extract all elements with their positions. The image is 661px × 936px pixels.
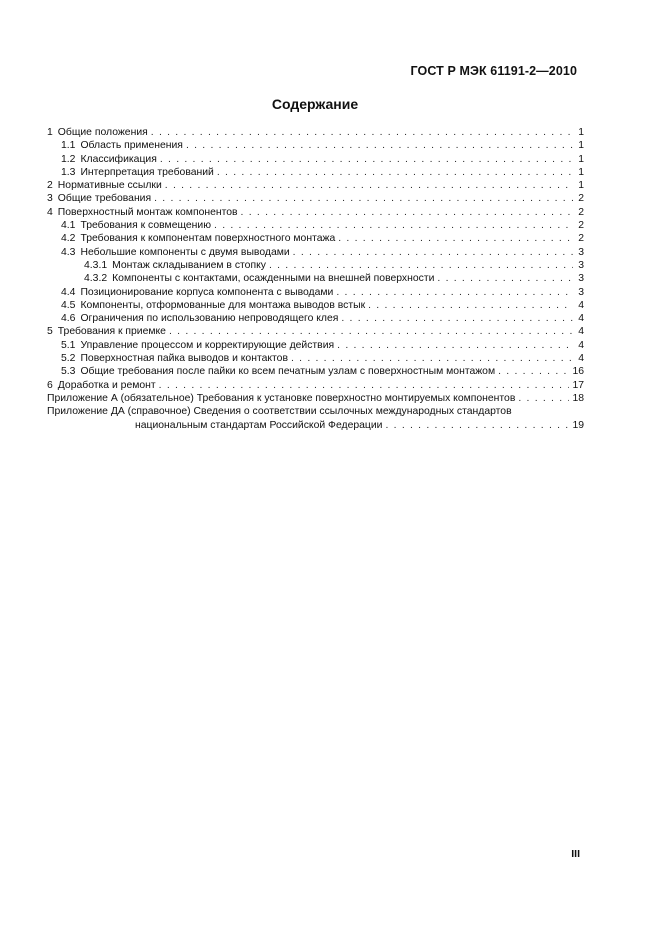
toc-entry[interactable] [47, 206, 584, 219]
toc-appendix-da-page: 19 [572, 419, 584, 431]
toc-entry-page: 3 [578, 246, 584, 258]
toc-entry-page: 4 [578, 353, 584, 365]
toc-entry-label: Управление процессом и корректирующие действия [80, 339, 335, 351]
toc-entry-label: Требования к совмещению [80, 220, 212, 232]
toc-entry-label: Монтаж складыванием в стопку [112, 259, 266, 271]
toc-entry-label: Область применения [80, 140, 183, 152]
toc-entry[interactable] [47, 299, 584, 312]
toc-entry-label: Небольшие компоненты с двумя выводами [80, 246, 290, 258]
toc-entry-number: 5.1 [61, 339, 76, 351]
toc-leader [217, 166, 573, 179]
toc-leader [385, 419, 569, 432]
toc-entry-number: 4.6 [61, 313, 76, 325]
table-of-contents [47, 126, 584, 432]
toc-entry-number: 1.3 [61, 166, 76, 178]
toc-entry-label: Интерпретация требований [80, 166, 214, 178]
toc-entry-page: 3 [578, 273, 584, 285]
toc-leader [368, 299, 573, 312]
toc-entry-number: 2 [47, 180, 53, 192]
toc-entry-page: 1 [578, 166, 584, 178]
toc-entry[interactable] [47, 272, 584, 285]
toc-entry-page: 3 [578, 259, 584, 271]
toc-entry-number: 4.1 [61, 220, 76, 232]
toc-leader [337, 339, 573, 352]
toc-entry[interactable] [47, 139, 584, 152]
toc-entry-number: 1 [47, 127, 53, 138]
toc-leader [160, 153, 573, 166]
toc-entry[interactable] [47, 286, 584, 299]
toc-leader [165, 179, 573, 192]
toc-entry-page: 2 [578, 220, 584, 232]
toc-entry-label: Позиционирование корпуса компонента с выводами [80, 286, 334, 298]
toc-entry-number: 4.3 [61, 246, 76, 258]
toc-entry[interactable] [47, 365, 584, 378]
toc-entry[interactable] [47, 166, 584, 179]
toc-appendix-da-label-2: национальным стандартам Российской Федерации [135, 419, 383, 431]
toc-entry[interactable] [47, 192, 584, 205]
toc-entry[interactable] [47, 246, 584, 259]
toc-entry-number: 3 [47, 193, 53, 205]
toc-entry-number: 4.3.1 [84, 259, 108, 271]
toc-entry-label: Компоненты, отформованные для монтажа выводов встык [80, 299, 366, 311]
toc-entry-number: 5 [47, 326, 53, 338]
toc-leader [293, 246, 573, 259]
document-code: ГОСТ Р МЭК 61191-2—2010 [410, 64, 577, 78]
toc-entry-label: Доработка и ремонт [57, 379, 156, 391]
toc-entry[interactable] [47, 126, 584, 139]
toc-entry-number: 4 [47, 206, 53, 218]
toc-entry-label: Поверхностный монтаж компонентов [57, 206, 238, 218]
toc-appendix-da-line1[interactable] [47, 405, 584, 418]
toc-entry-page: 4 [578, 339, 584, 351]
toc-entry-page: 1 [578, 140, 584, 152]
toc-entry-page: 4 [578, 326, 584, 338]
toc-entry-number: 4.5 [61, 299, 76, 311]
toc-entry-number: 4.4 [61, 286, 76, 298]
toc-entry[interactable] [47, 312, 584, 325]
toc-entry[interactable] [47, 259, 584, 272]
toc-leader [241, 206, 573, 219]
toc-entry[interactable] [47, 339, 584, 352]
toc-entry-page: 17 [572, 379, 584, 391]
toc-leader [159, 379, 570, 392]
toc-entry-label: Требования к компонентам поверхностного монтажа [80, 233, 336, 245]
toc-appendix-da[interactable] [47, 419, 584, 432]
toc-entry-page: 1 [578, 180, 584, 192]
toc-appendix-a[interactable] [47, 392, 584, 405]
toc-entry-number: 1.1 [61, 140, 76, 152]
toc-entry-page: 2 [578, 206, 584, 218]
toc-entry-label: Общие требования [57, 193, 152, 205]
toc-entry[interactable] [47, 179, 584, 192]
toc-leader [338, 232, 573, 245]
toc-leader [151, 126, 573, 139]
toc-leader [214, 219, 573, 232]
toc-leader [518, 392, 569, 405]
toc-appendix-a-label: Приложение А (обязательное) Требования к установке поверхностно монтируемых компонентов [47, 392, 516, 404]
toc-entry[interactable] [47, 325, 584, 338]
toc-entry-page: 4 [578, 313, 584, 325]
toc-entry-label: Классификация [80, 153, 157, 165]
page-number-roman: III [571, 848, 580, 860]
toc-entry-label: Компоненты с контактами, осажденными на внешней поверхности [112, 273, 435, 285]
toc-entry[interactable] [47, 352, 584, 365]
toc-entry-number: 5.2 [61, 353, 76, 365]
page-title: Содержание [271, 96, 359, 112]
toc-entry-label: Ограничения по использованию непроводящего клея [80, 313, 339, 325]
toc-entry-label: Нормативные ссылки [57, 180, 162, 192]
toc-leader [169, 325, 573, 338]
toc-entry[interactable] [47, 219, 584, 232]
toc-entry-page: 2 [578, 233, 584, 245]
toc-entry-number: 4.3.2 [84, 273, 108, 285]
toc-leader [498, 365, 569, 378]
toc-entry-label: Требования к приемке [57, 326, 166, 338]
toc-entry-label: Общие положения [57, 127, 148, 138]
toc-entries [47, 126, 584, 392]
toc-appendix-da-label-1: Приложение ДА (справочное) Сведения о соответствии ссылочных международных стандартов [47, 406, 512, 418]
toc-entry-number: 6 [47, 379, 53, 391]
toc-entry-number: 1.2 [61, 153, 76, 165]
toc-entry[interactable] [47, 379, 584, 392]
toc-entry-page: 1 [578, 153, 584, 165]
toc-entry-number: 4.2 [61, 233, 76, 245]
toc-entry-page: 16 [572, 366, 584, 378]
toc-entry-page: 3 [578, 286, 584, 298]
toc-appendix-a-page: 18 [572, 392, 584, 404]
toc-entry-label: Общие требования после пайки ко всем печатным узлам с поверхностным монтажом [80, 366, 496, 378]
toc-entry-page: 1 [578, 127, 584, 138]
toc-entry-page: 2 [578, 193, 584, 205]
toc-leader [291, 352, 573, 365]
toc-entry-number: 5.3 [61, 366, 76, 378]
toc-entry[interactable] [47, 153, 584, 166]
toc-leader [154, 192, 573, 205]
toc-leader [437, 272, 573, 285]
toc-leader [269, 259, 573, 272]
toc-leader [336, 286, 573, 299]
toc-leader [186, 139, 573, 152]
toc-entry-page: 4 [578, 299, 584, 311]
toc-entry-label: Поверхностная пайка выводов и контактов [80, 353, 288, 365]
toc-entry[interactable] [47, 232, 584, 245]
toc-leader [341, 312, 573, 325]
